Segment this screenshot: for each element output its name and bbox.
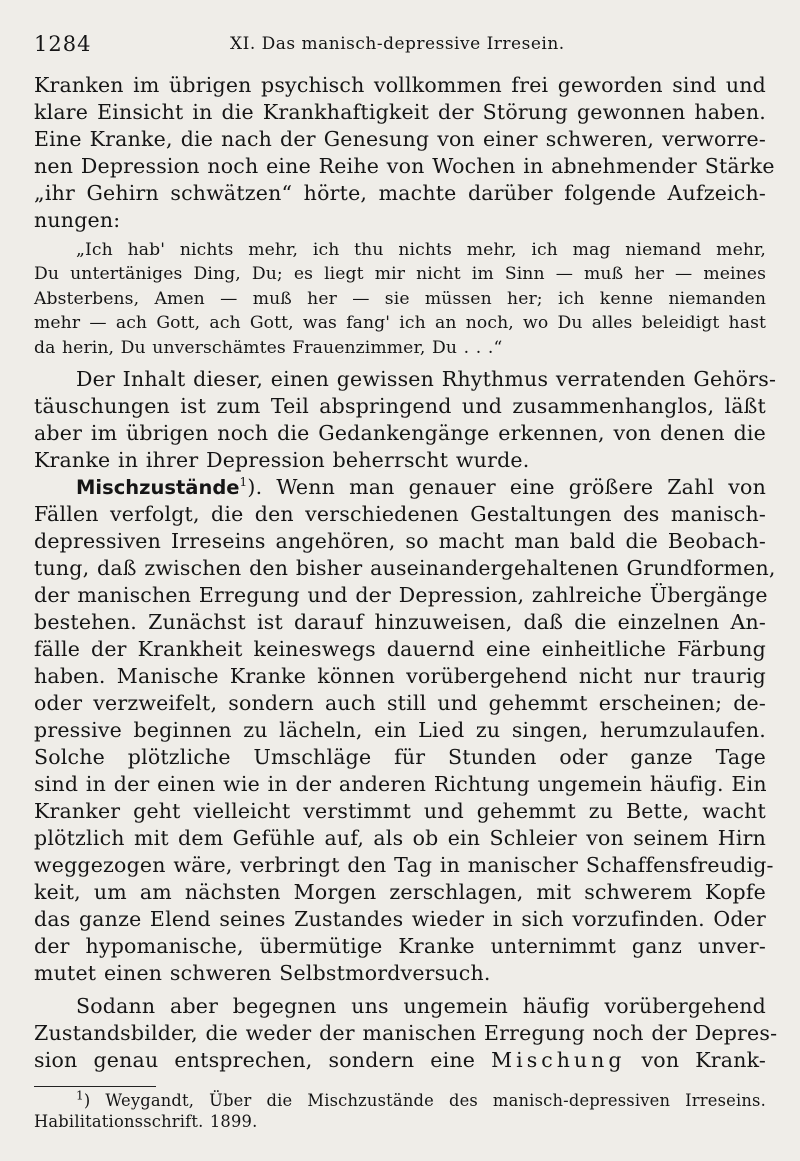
text-line: Eine Kranke, die nach der Genesung von einer schweren, verworre- — [34, 127, 766, 151]
quote-line: Absterbens, Amen — muß her — sie müssen her; ich kenne niemanden — [34, 288, 766, 309]
footnote-divider — [34, 1086, 156, 1087]
text-line: haben. Manische Kranke können vorübergehend nicht nur traurig — [34, 664, 766, 689]
footnote-reference: 1 — [239, 475, 248, 490]
text-line: sind in der einen wie in der anderen Richtung ungemein häufig. Ein — [34, 772, 767, 797]
text-line: der manischen Erregung und der Depression, zahlreiche Übergänge — [34, 583, 768, 608]
text-line: Sodann aber begegnen uns ungemein häufig vorübergehend — [76, 994, 766, 1019]
text-line: Fällen verfolgt, die den verschiedenen Gestaltungen des manisch- — [34, 502, 766, 527]
text-line: der hypomanische, übermütige Kranke unternimmt ganz unver- — [34, 934, 766, 959]
text-line: plötzlich mit dem Gefühle auf, als ob ein Schleier von seinem Hirn — [34, 826, 766, 851]
text-line: pressive beginnen zu lächeln, ein Lied zu singen, herumzulaufen. — [34, 718, 766, 743]
text-line: nungen: — [34, 208, 121, 232]
emphasized-term: Mischung — [491, 1048, 626, 1073]
paragraph-continuation — [34, 72, 775, 234]
text-line: Kranken im übrigen psychisch vollkommen frei geworden sind und — [34, 73, 766, 97]
text-line: Zustandsbilder, die weder der manischen Erregung noch der Depres- — [34, 1021, 778, 1046]
block-quote — [34, 238, 766, 360]
text-fragment: sion genau entsprechen, sondern eine — [34, 1048, 476, 1073]
quote-line: da herin, Du unverschämtes Frauenzimmer, Du . . .“ — [34, 337, 503, 358]
text-line: Der Inhalt dieser, einen gewissen Rhythmus verratenden Gehörs- — [76, 367, 777, 392]
text-line: depressiven Irreseins angehören, so macht man bald die Beobach- — [34, 529, 766, 554]
footnote-line: Habilitationsschrift. 1899. — [34, 1112, 258, 1131]
quote-line: „Ich hab' nichts mehr, ich thu nichts mehr, ich mag niemand mehr, — [76, 240, 766, 260]
text-line: nen Depression noch eine Reihe von Wochen in abnehmender Stärke — [34, 154, 775, 178]
running-head: XI. Das manisch-depressive Irresein. — [230, 34, 565, 54]
text-line: keit, um am nächsten Morgen zerschlagen, mit schwerem Kopfe — [34, 880, 766, 905]
text-line: oder verzweifelt, sondern auch still und gehemmt erscheinen; de- — [34, 691, 766, 716]
text-fragment: ). Wenn man genauer eine größere Zahl von — [247, 475, 766, 500]
text-line: das ganze Elend seines Zustandes wieder in sich vorzufinden. Oder — [34, 907, 766, 932]
text-line: Kranker geht vielleicht verstimmt und gehemmt zu Bette, wacht — [34, 799, 766, 824]
text-line: „ihr Gehirn schwätzen“ hörte, machte darüber folgende Aufzeich- — [34, 181, 766, 205]
footnote-mark: 1 — [76, 1088, 84, 1103]
page-number: 1284 — [34, 32, 92, 56]
text-line: aber im übrigen noch die Gedankengänge erkennen, von denen die — [34, 421, 766, 446]
quote-line: Du untertäniges Ding, Du; es liegt mir nicht im Sinn — muß her — meines — [34, 264, 766, 285]
section-mischzustaende — [34, 474, 776, 987]
text-fragment: von Krank- — [641, 1048, 767, 1073]
paragraph-rhythm — [34, 366, 777, 474]
text-fragment: ) Weygandt, Über die Mischzustände des manisch-depressiven Irreseins. — [83, 1091, 766, 1110]
text-line: tung, daß zwischen den bisher auseinandergehaltenen Grundformen, — [34, 556, 776, 581]
footnote-line — [34, 1090, 766, 1111]
paragraph-mischung — [34, 993, 778, 1074]
section-heading: Mischzustände — [76, 476, 240, 500]
text-line: klare Einsicht in die Krankhaftigkeit der Störung gewonnen haben. — [34, 100, 766, 124]
text-line — [34, 1047, 766, 1074]
text-line: Kranke in ihrer Depression beherrscht wurde. — [34, 448, 530, 473]
text-line: bestehen. Zunächst ist darauf hinzuweisen, daß die einzelnen An- — [34, 610, 766, 635]
text-line: weggezogen wäre, verbringt den Tag in manischer Schaffensfreudig- — [34, 853, 774, 878]
text-line: mutet einen schweren Selbstmordversuch. — [34, 961, 491, 986]
page-header — [34, 32, 766, 56]
text-line: täuschungen ist zum Teil abspringend und zusammenhanglos, läßt — [34, 394, 766, 419]
text-line: fälle der Krankheit keineswegs dauernd eine einheitliche Färbung — [34, 637, 766, 662]
text-line: Solche plötzliche Umschläge für Stunden oder ganze Tage — [34, 745, 766, 770]
footnote — [34, 1090, 766, 1132]
text-line — [34, 474, 766, 501]
quote-line: mehr — ach Gott, ach Gott, was fang' ich an noch, wo Du alles beleidigt hast — [34, 313, 766, 334]
body-text — [34, 72, 778, 1074]
